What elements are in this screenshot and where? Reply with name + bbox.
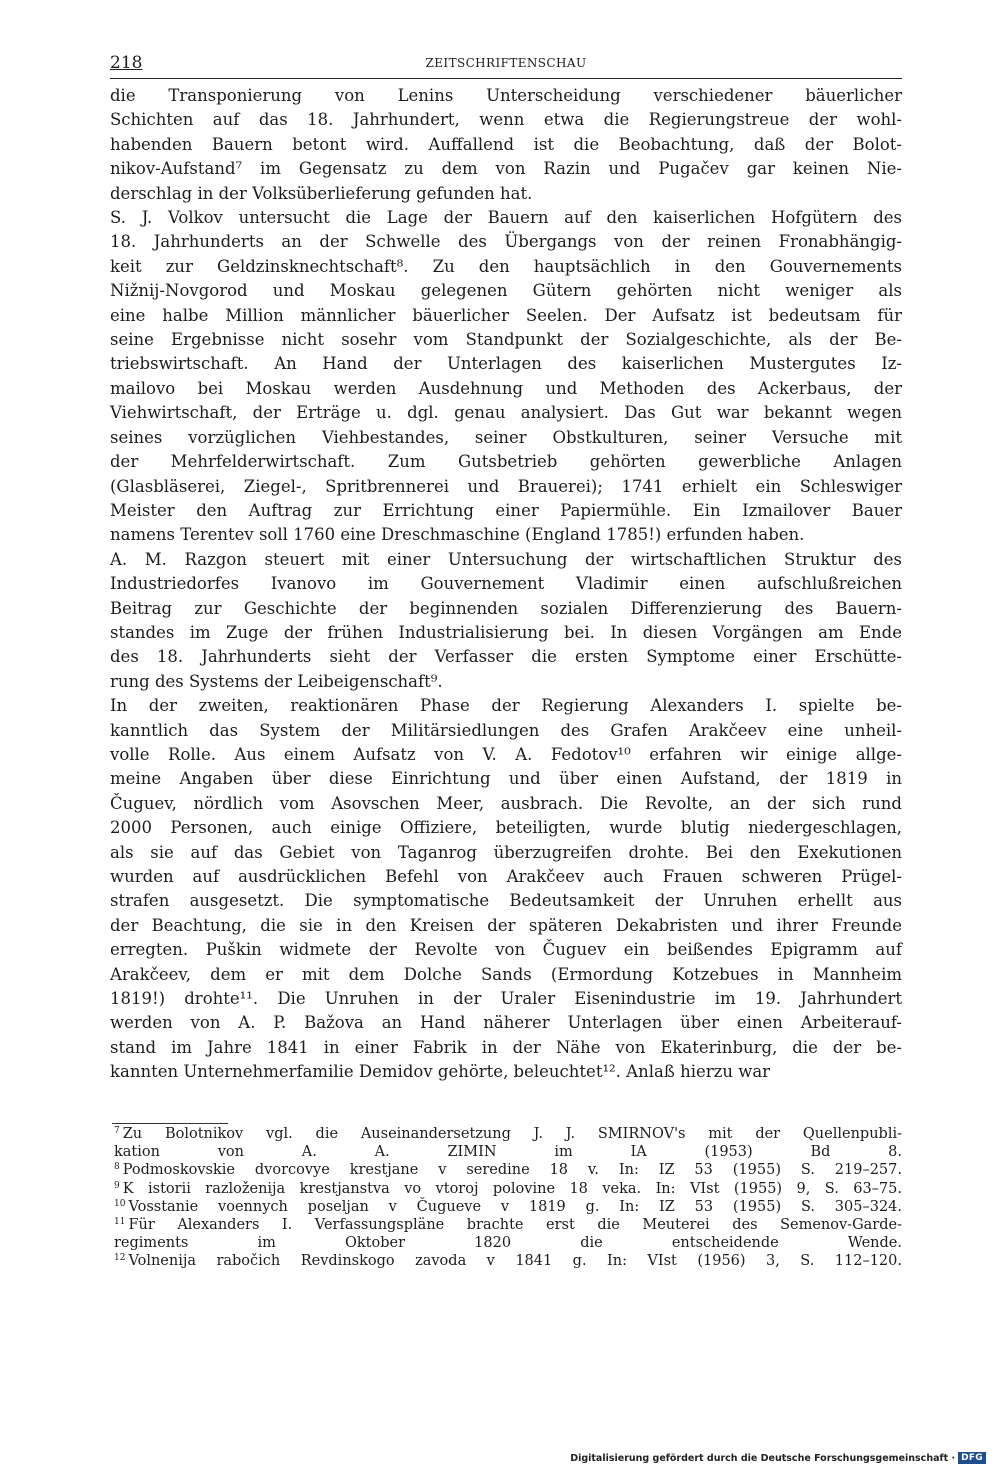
text-line: Nižnij-Novgorod und Moskau gelegenen Gütern gehörten nicht weniger als — [110, 281, 902, 301]
footnote-text: Vosstanie voennych poseljan v Čugueve v 1819 g. In: IZ 53 (1955) S. 305–324. — [128, 1198, 902, 1215]
text-line: des 18. Jahrhunderts sieht der Verfasser die ersten Symptome einer Erschütte- — [110, 647, 902, 667]
text-line: derschlag in der Volksüberlieferung gefunden hat. — [110, 183, 533, 203]
text-line: stand im Jahre 1841 in einer Fabrik in der Nähe von Ekaterinburg, die der be- — [110, 1037, 902, 1057]
credit-text: Digitalisierung gefördert durch die Deutsche Forschungsgemeinschaft · — [570, 1452, 956, 1464]
text-line: namens Terentev soll 1760 eine Dreschmaschine (England 1785!) erfunden haben. — [110, 525, 805, 545]
text-line: kanntlich das System der Militärsiedlungen des Grafen Arakčeev eine unheil- — [110, 720, 902, 740]
text-line: der Mehrfelderwirtschaft. Zum Gutsbetrieb gehörten gewerbliche Anlagen — [110, 452, 902, 472]
footnote-rule — [112, 1123, 228, 1124]
footnote-line — [114, 1125, 902, 1143]
text-line: standes im Zuge der frühen Industrialisierung bei. In diesen Vorgängen am Ende — [110, 622, 902, 642]
footnote-marker: 10 — [114, 1198, 126, 1209]
paragraph — [110, 694, 902, 1085]
text-line: 2000 Personen, auch einige Offiziere, beteiligten, wurde blutig niedergeschlagen, — [110, 818, 902, 838]
footnote — [114, 1161, 902, 1179]
footnote-line: regiments im Oktober 1820 die entscheidende Wende. — [114, 1235, 902, 1252]
footnote — [114, 1125, 902, 1161]
text-line: nikov-Aufstand⁷ im Gegensatz zu dem von Razin und Pugačev gar keinen Nie- — [110, 159, 902, 179]
text-line: erregten. Puškin widmete der Revolte von Čuguev ein beißendes Epigramm auf — [110, 940, 902, 960]
text-line: der Beachtung, die sie in den Kreisen der späteren Dekabristen und ihrer Freunde — [110, 915, 902, 935]
text-line: wurden auf ausdrücklichen Befehl von Arakčeev auch Frauen schweren Prügel- — [110, 867, 902, 886]
footnote-marker: 7 — [114, 1126, 120, 1136]
text-line: Arakčeev, dem er mit dem Dolche Sands (Ermordung Kotzebues in Mannheim — [110, 964, 902, 984]
text-line: A. M. Razgon steuert mit einer Untersuchung der wirtschaftlichen Struktur des — [110, 549, 902, 569]
footnote-text: Podmoskovskie dvorcovye krestjane v seredine 18 v. In: IZ 53 (1955) S. 219–257. — [122, 1162, 902, 1179]
text-line: meine Angaben über diese Einrichtung und über einen Aufstand, der 1819 in — [110, 769, 902, 789]
footnote — [114, 1198, 902, 1216]
text-line: seines vorzüglichen Viehbestandes, seiner Obstkulturen, seiner Versuche mit — [110, 427, 902, 447]
footnote-text: Zu Bolotnikov vgl. die Auseinandersetzung J. J. SMIRNOV's mit der Quellenpubli- — [122, 1126, 902, 1142]
text-line: werden von A. P. Bažova an Hand näherer Unterlagen über einen Arbeiterauf- — [110, 1013, 902, 1033]
text-line: Beitrag zur Geschichte der beginnenden sozialen Differenzierung des Bauern- — [110, 598, 902, 618]
digitization-credit — [570, 1451, 986, 1465]
text-line: rung des Systems der Leibeigenschaft⁹. — [110, 671, 443, 691]
text-line: Schichten auf das 18. Jahrhundert, wenn etwa die Regierungstreue der wohl- — [110, 110, 902, 130]
footnote-text: K istorii razloženija krestjanstva vo vtoroj polovine 18 veka. In: VIst (1955) 9, S. 63–75. — [122, 1180, 902, 1197]
footnote-line — [114, 1161, 902, 1179]
footnotes — [114, 1125, 902, 1271]
page-number: 218 — [110, 53, 143, 73]
footnote-line — [114, 1198, 902, 1216]
running-title: ZEITSCHRIFTENSCHAU — [425, 56, 587, 70]
text-line: 18. Jahrhunderts an der Schwelle des Übergangs von der reinen Fronabhängig- — [110, 232, 902, 252]
paragraph — [110, 206, 902, 548]
text-line: triebswirtschaft. An Hand der Unterlagen des kaiserlichen Mustergutes Iz- — [110, 354, 902, 374]
dfg-logo: DFG — [958, 1452, 986, 1464]
footnote-text: Für Alexanders I. Verfassungspläne brachte erst die Meuterei des Semenov-Garde- — [128, 1217, 902, 1234]
footnote — [114, 1180, 902, 1198]
footnote-line — [114, 1252, 902, 1270]
footnote-line — [114, 1216, 902, 1234]
body-text — [110, 84, 902, 1085]
text-line: (Glasbläserei, Ziegel-, Spritbrennerei und Brauerei); 1741 erhielt ein Schleswiger — [110, 476, 902, 496]
text-line: eine halbe Million männlicher bäuerlicher Seelen. Der Aufsatz ist bedeutsam für — [110, 305, 902, 325]
text-line: die Transponierung von Lenins Unterscheidung verschiedener bäuerlicher — [110, 86, 902, 105]
paragraph — [110, 84, 902, 206]
text-line: 1819!) drohte¹¹. Die Unruhen in der Uraler Eisenindustrie im 19. Jahrhundert — [110, 989, 902, 1009]
text-line: volle Rolle. Aus einem Aufsatz von V. A. Fedotov¹⁰ erfahren wir einige allge- — [110, 744, 902, 764]
text-line: seine Ergebnisse nicht sosehr vom Standpunkt der Sozialgeschichte, als der Be- — [110, 330, 902, 350]
footnote — [114, 1252, 902, 1270]
footnote-marker: 8 — [114, 1162, 120, 1173]
text-line: Viehwirtschaft, der Erträge u. dgl. genau analysiert. Das Gut war bekannt wegen — [110, 403, 902, 423]
text-line: Čuguev, nördlich vom Asovschen Meer, ausbrach. Die Revolte, an der sich rund — [110, 793, 902, 813]
text-line: kannten Unternehmerfamilie Demidov gehörte, beleuchtet¹². Anlaß hierzu war — [110, 1062, 771, 1082]
paragraph — [110, 548, 902, 694]
text-line: S. J. Volkov untersucht die Lage der Bauern auf den kaiserlichen Hofgütern des — [110, 208, 902, 228]
footnote-marker: 11 — [114, 1217, 126, 1228]
footnote-marker: 9 — [114, 1180, 120, 1191]
text-line: keit zur Geldzinsknechtschaft⁸. Zu den hauptsächlich in den Gouvernements — [110, 256, 902, 276]
text-line: als sie auf das Gebiet von Taganrog überzugreifen drohte. Bei den Exekutionen — [110, 842, 902, 862]
footnote — [114, 1216, 902, 1252]
text-line: Industriedorfes Ivanovo im Gouvernement Vladimir einen aufschlußreichen — [110, 574, 902, 594]
text-line: mailovo bei Moskau werden Ausdehnung und Methoden des Ackerbaus, der — [110, 378, 902, 398]
text-line: habenden Bauern betont wird. Auffallend ist die Beobachtung, daß der Bolot- — [110, 134, 902, 154]
footnote-line — [114, 1180, 902, 1198]
footnote-text: Volnenija rabočich Revdinskogo zavoda v 1841 g. In: VIst (1956) 3, S. 112–120. — [128, 1253, 902, 1270]
footnote-marker: 12 — [114, 1253, 126, 1264]
footnote-line: kation von A. A. ZIMIN im IA (1953) Bd 8. — [114, 1144, 902, 1161]
running-header — [110, 52, 902, 79]
text-line: strafen ausgesetzt. Die symptomatische Bedeutsamkeit der Unruhen erhellt aus — [110, 891, 902, 911]
text-line: In der zweiten, reaktionären Phase der Regierung Alexanders I. spielte be- — [110, 696, 902, 716]
text-line: Meister den Auftrag zur Errichtung einer Papiermühle. Ein Izmailover Bauer — [110, 500, 902, 520]
